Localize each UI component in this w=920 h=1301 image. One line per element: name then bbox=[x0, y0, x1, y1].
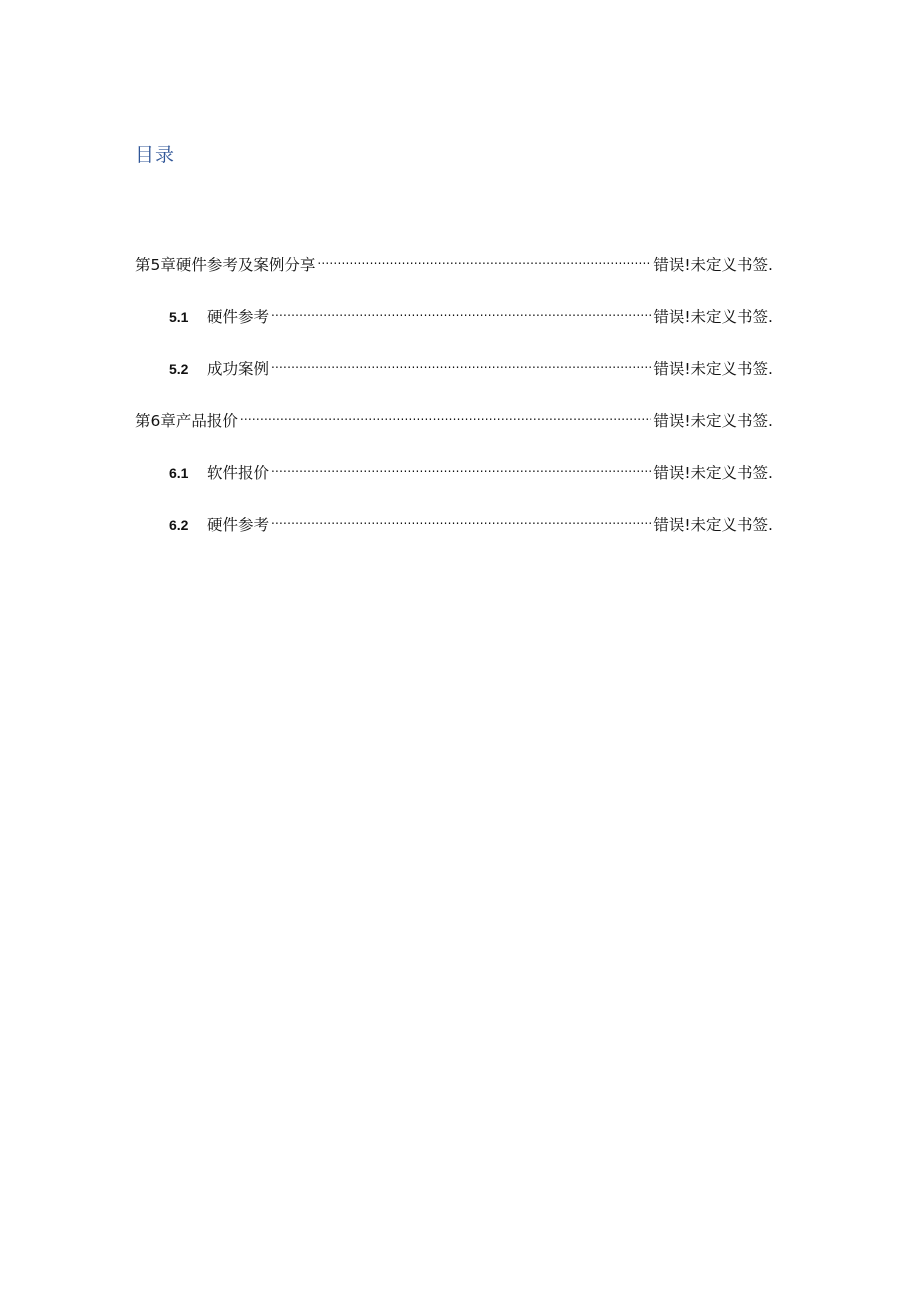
toc-entry-5-2[interactable] bbox=[135, 342, 773, 394]
toc-entry-6-2[interactable] bbox=[135, 498, 773, 550]
toc-entry-page: 错误!未定义书签. bbox=[653, 308, 773, 326]
toc-entry-number: 6.1 bbox=[169, 465, 189, 481]
toc-entry-chapter-6[interactable] bbox=[135, 394, 773, 446]
toc-dot-leader bbox=[271, 342, 651, 374]
toc-title: 目录 bbox=[135, 144, 176, 166]
toc-entry-number: 5.1 bbox=[169, 309, 189, 325]
toc-entry-label: 硬件参考 bbox=[207, 516, 270, 534]
toc-dot-leader bbox=[317, 238, 651, 270]
toc-entry-page: 错误!未定义书签. bbox=[653, 412, 773, 430]
toc-entry-label: 软件报价 bbox=[207, 464, 270, 482]
toc-entry-label: 成功案例 bbox=[207, 360, 270, 378]
toc-entry-label: 硬件参考 bbox=[207, 308, 270, 326]
toc-entry-label: 第6章产品报价 bbox=[135, 412, 238, 430]
toc-dot-leader bbox=[271, 446, 651, 478]
toc-entry-5-1[interactable] bbox=[135, 290, 773, 342]
toc-entry-number: 6.2 bbox=[169, 517, 189, 533]
toc-dot-leader bbox=[240, 394, 651, 426]
toc-entry-page: 错误!未定义书签. bbox=[653, 360, 773, 378]
toc-entry-page: 错误!未定义书签. bbox=[653, 516, 773, 534]
toc-entry-page: 错误!未定义书签. bbox=[653, 256, 773, 274]
toc-dot-leader bbox=[271, 498, 651, 530]
toc-entry-page: 错误!未定义书签. bbox=[653, 464, 773, 482]
toc-entry-chapter-5[interactable] bbox=[135, 238, 773, 290]
toc-entry-6-1[interactable] bbox=[135, 446, 773, 498]
toc-dot-leader bbox=[271, 290, 651, 322]
toc-entry-number: 5.2 bbox=[169, 361, 189, 377]
toc-entry-label: 第5章硬件参考及案例分享 bbox=[135, 256, 316, 274]
toc-list bbox=[135, 238, 773, 550]
